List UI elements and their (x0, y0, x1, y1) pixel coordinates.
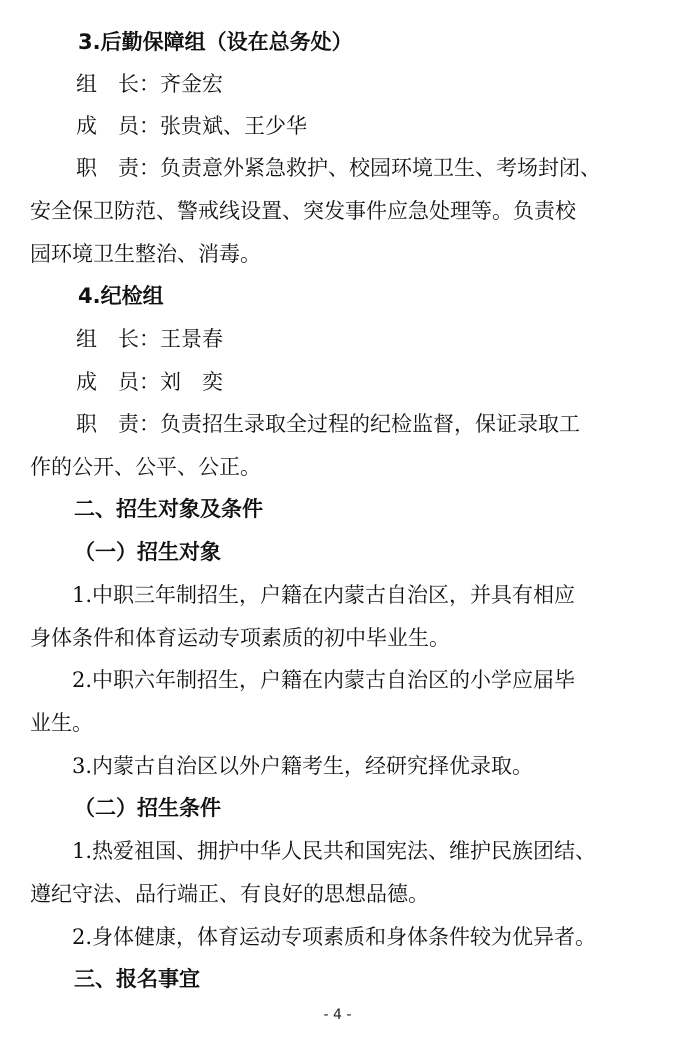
duty-text: 安全保卫防范、警戒线设置、突发事件应急处理等。负责校 (30, 199, 576, 223)
logistics-duty-line-1 (0, 147, 675, 189)
target-item-3-line-1 (0, 745, 675, 787)
paragraph-text: 遵纪守法、品行端正、有良好的思想品德。 (30, 882, 429, 906)
discipline-duty-line-2 (0, 446, 675, 488)
heading-text: 三、报名事宜 (74, 967, 200, 991)
part2-heading (0, 488, 675, 530)
page-number: - 4 - (323, 1007, 352, 1023)
duty-text: 负责意外紧急救护、校园环境卫生、考场封闭、 (160, 156, 601, 180)
part3-heading (0, 958, 675, 1000)
duty-label: 职 责： (76, 412, 160, 436)
heading-text: 4.纪检组 (78, 284, 164, 308)
leader-label: 组 长： (76, 72, 160, 96)
leader-label: 组 长： (76, 327, 160, 351)
duty-text: 园环境卫生整治、消毒。 (30, 242, 261, 266)
part2-sub1-heading (0, 531, 675, 573)
section-heading-logistics (0, 21, 675, 63)
discipline-leader-line (0, 318, 675, 360)
paragraph-text: 1.中职三年制招生，户籍在内蒙古自治区，并具有相应 (72, 583, 576, 607)
leader-value: 王景春 (160, 327, 223, 351)
heading-text: 二、招生对象及条件 (74, 497, 263, 521)
paragraph-text: 业生。 (30, 711, 93, 735)
members-label: 成 员： (76, 114, 160, 138)
logistics-duty-line-2 (0, 190, 675, 232)
duty-label: 职 责： (76, 156, 160, 180)
heading-text: 3.后勤保障组（设在总务处） (78, 30, 353, 54)
members-value: 张贵斌、王少华 (160, 114, 307, 138)
logistics-members-line (0, 105, 675, 147)
condition-item-1-line-2 (0, 873, 675, 915)
paragraph-text: 1.热爱祖国、拥护中华人民共和国宪法、维护民族团结、 (72, 839, 597, 863)
logistics-leader-line (0, 63, 675, 105)
heading-text: （二）招生条件 (74, 796, 221, 820)
condition-item-1-line-1 (0, 830, 675, 872)
logistics-duty-line-3 (0, 233, 675, 275)
target-item-2-line-2 (0, 702, 675, 744)
discipline-members-line (0, 361, 675, 403)
target-item-1-line-2 (0, 617, 675, 659)
duty-text: 作的公开、公平、公正。 (30, 455, 261, 479)
discipline-duty-line-1 (0, 403, 675, 445)
paragraph-text: 3.内蒙古自治区以外户籍考生，经研究择优录取。 (72, 754, 534, 778)
section-heading-discipline (0, 275, 675, 317)
paragraph-text: 2.中职六年制招生，户籍在内蒙古自治区的小学应届毕 (72, 668, 576, 692)
leader-value: 齐金宏 (160, 72, 223, 96)
paragraph-text: 2.身体健康，体育运动专项素质和身体条件较为优异者。 (72, 925, 597, 949)
heading-text: （一）招生对象 (74, 540, 221, 564)
duty-text: 负责招生录取全过程的纪检监督，保证录取工 (160, 412, 580, 436)
members-label: 成 员： (76, 370, 160, 394)
part2-sub2-heading (0, 787, 675, 829)
target-item-2-line-1 (0, 659, 675, 701)
paragraph-text: 身体条件和体育运动专项素质的初中毕业生。 (30, 626, 450, 650)
condition-item-2-line-1 (0, 916, 675, 958)
target-item-1-line-1 (0, 574, 675, 616)
members-value: 刘 奕 (160, 370, 223, 394)
